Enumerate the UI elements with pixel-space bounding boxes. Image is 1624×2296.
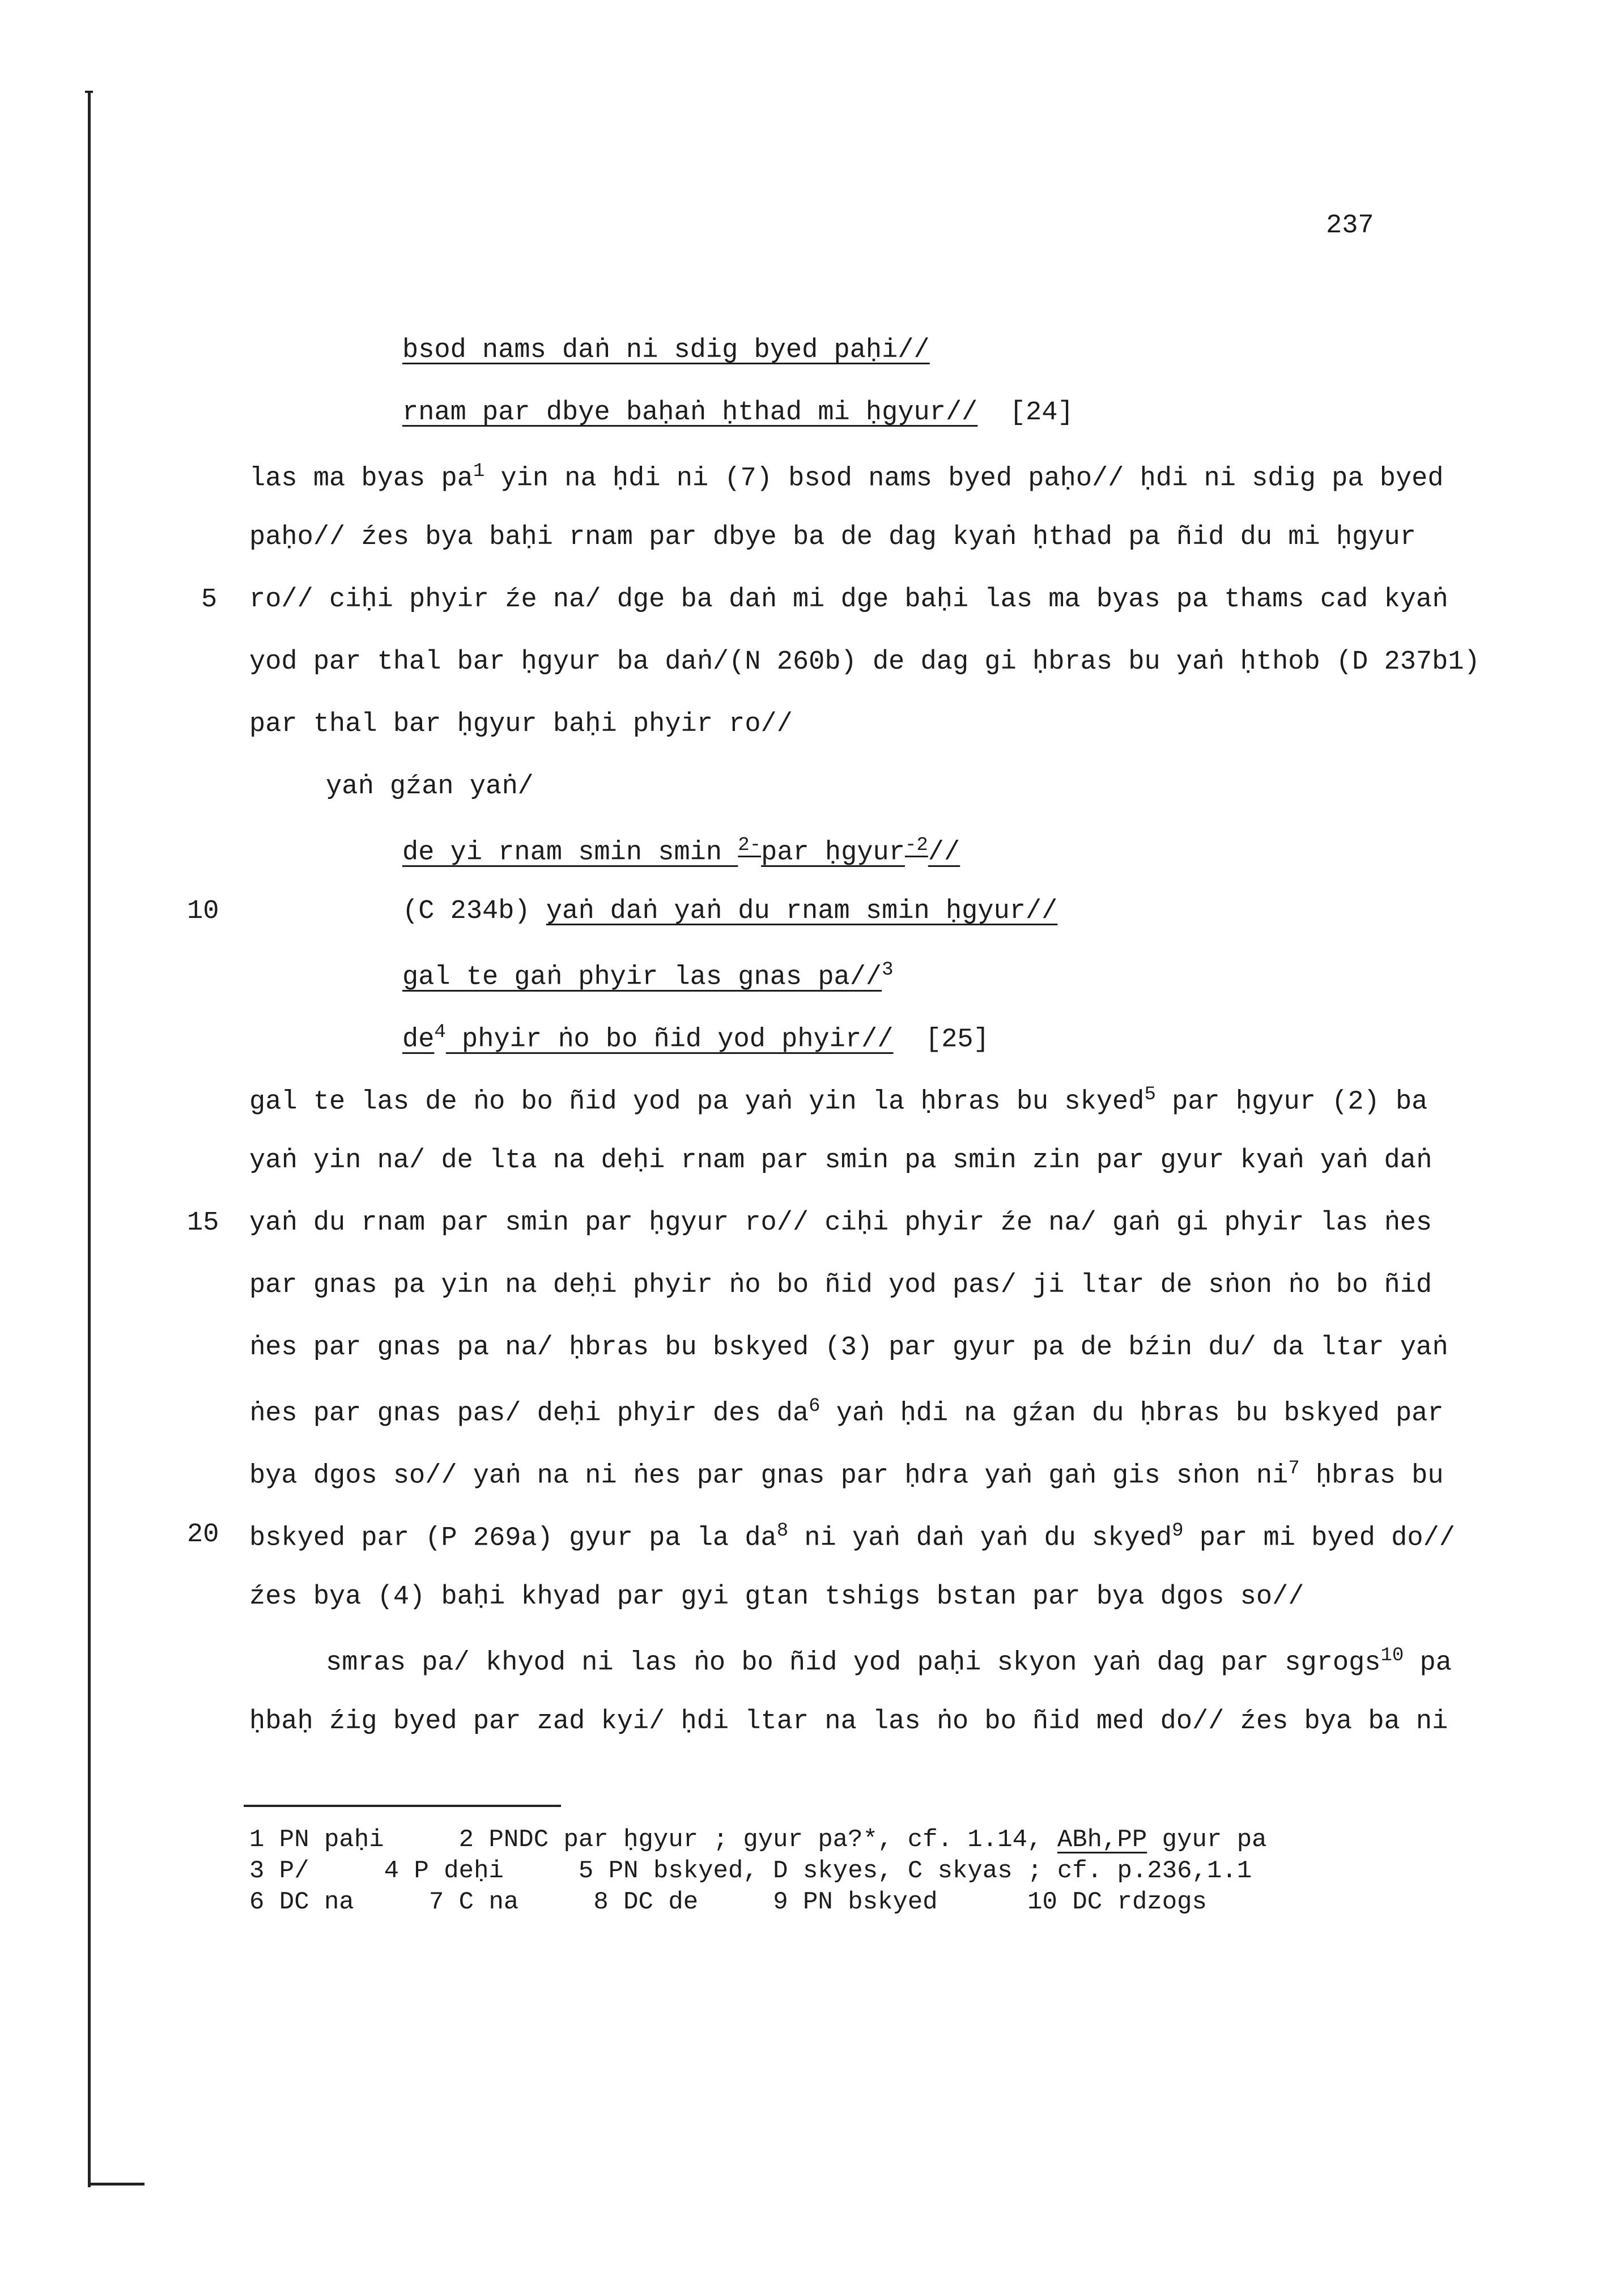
line-number: 10	[187, 896, 219, 926]
prose-line: ro// ciḥi phyir źe na/ dge ba daṅ mi dge baḥi las ma byas pa thams cad kyaṅ	[249, 585, 1448, 615]
prose-line: paḥo// źes bya baḥi rnam par dbye ba de dag kyaṅ ḥthad pa ñid du mi ḥgyur	[249, 522, 1416, 552]
line-number: 5	[201, 585, 218, 615]
text: yin na ḥdi ni (7) bsod nams byed paḥo// ḥdi ni sdig pa byed	[484, 464, 1444, 494]
verse-line	[402, 836, 960, 866]
text: par ḥgyur	[761, 837, 905, 868]
verse-line: rnam par dbye baḥaṅ ḥthad mi ḥgyur//	[402, 398, 978, 428]
line-number: 15	[187, 1208, 219, 1238]
prose-line: yaṅ yin na/ de lta na deḥi rnam par smin pa smin zin par gyur kyaṅ yaṅ daṅ	[249, 1146, 1432, 1176]
verse-line-row	[402, 399, 1074, 426]
text: gal te las de ṅo bo ñid yod pa yaṅ yin la ḥbras bu skyed	[249, 1087, 1145, 1117]
prose-line: źes bya (4) baḥi khyad par gyi gtan tshigs bstan par bya dgos so//	[249, 1582, 1304, 1612]
prose-line: yod par thal bar ḥgyur ba daṅ/(N 260b) de dag gi ḥbras bu yaṅ ḥthob (D 237b1)	[249, 647, 1480, 677]
footnote-ref: 4	[434, 1022, 446, 1043]
footnote-spacer	[384, 1826, 459, 1854]
verse-line	[402, 1023, 989, 1053]
footnote: 1 PN paḥi	[249, 1826, 384, 1854]
footnote: 5 PN bskyed, D skyes, C skyas ; cf. p.236,1.1	[578, 1857, 1252, 1885]
footnote-rule	[244, 1805, 561, 1807]
footnote-ref: 5	[1144, 1084, 1156, 1106]
footnote-ref: 10	[1380, 1645, 1404, 1666]
footnote: ABh,PP	[1057, 1826, 1147, 1854]
footnote-spacer	[698, 1888, 773, 1916]
footnote: 2 PNDC par ḥgyur ; gyur pa?*, cf. 1.14,	[458, 1826, 1057, 1854]
prose-line: par gnas pa yin na deḥi phyir ṅo bo ñid yod pas/ ji ltar de sṅon ṅo bo ñid	[249, 1270, 1432, 1300]
prose-line: yaṅ du rnam par smin par ḥgyur ro// ciḥi phyir źe na/ gaṅ gi phyir las ṅes	[249, 1208, 1432, 1238]
line-number: 20	[187, 1520, 219, 1550]
text: par ḥgyur (2) ba	[1155, 1087, 1428, 1117]
margin-rule-foot	[88, 2183, 144, 2186]
footnote-row	[249, 1890, 1207, 1915]
text: de yi rnam smin smin	[402, 837, 738, 868]
prose-line: ḥbaḥ źig byed par zad kyi/ ḥdi ltar na las ṅo bo ñid med do// źes bya ba ni	[249, 1707, 1448, 1737]
footnote-ref: 2-	[738, 835, 762, 856]
footnote: 7 C na	[428, 1888, 519, 1916]
prose-line	[249, 1397, 1444, 1427]
text: las ma byas pa	[249, 464, 473, 494]
text: //	[928, 837, 960, 868]
text: bya dgos so// yaṅ na ni ṅes par gnas par ḥdra yaṅ gaṅ gis sṅon ni	[249, 1461, 1289, 1491]
verse-number: [25]	[925, 1024, 989, 1055]
footnote: 9 PN bskyed	[773, 1888, 938, 1916]
footnote-ref: 3	[882, 959, 894, 981]
text: ṅes par gnas pas/ deḥi phyir des da	[249, 1398, 809, 1429]
footnote-ref: 1	[473, 461, 485, 482]
text: yaṅ daṅ yaṅ du rnam smin ḥgyur//	[546, 896, 1058, 926]
text: pa	[1404, 1648, 1452, 1678]
footnote-spacer	[504, 1857, 579, 1885]
footnote-ref: -2	[904, 835, 928, 856]
footnote-row	[249, 1859, 1252, 1883]
text: (C 234b)	[402, 896, 546, 926]
page-number: 237	[1326, 211, 1374, 241]
verse-number: [24]	[1009, 398, 1074, 428]
footnote-ref: 9	[1172, 1520, 1184, 1542]
prose-line	[249, 1459, 1444, 1490]
prose-line: ṅes par gnas pa na/ ḥbras bu bskyed (3) par gyur pa de bźin du/ da ltar yaṅ	[249, 1333, 1448, 1363]
footnote-spacer	[354, 1888, 429, 1916]
prose-line	[326, 1646, 1452, 1677]
margin-rule	[88, 91, 91, 2187]
text: ni yaṅ daṅ yaṅ du skyed	[788, 1523, 1172, 1554]
footnote-spacer	[309, 1857, 384, 1885]
text: smras pa/ khyod ni las ṅo bo ñid yod paḥi skyon yaṅ dag par sgrogs	[326, 1648, 1381, 1678]
footnote-ref: 7	[1288, 1458, 1300, 1479]
prose-line	[249, 462, 1444, 492]
footnote-ref: 6	[809, 1396, 820, 1417]
footnote: 6 DC na	[249, 1888, 354, 1916]
text: gal te gaṅ phyir las gnas pa//	[402, 962, 882, 993]
text: bskyed par (P 269a) gyur pa la da	[249, 1523, 777, 1554]
text: phyir ṅo bo ñid yod phyir//	[445, 1024, 894, 1055]
text: par mi byed do//	[1183, 1523, 1455, 1554]
footnote: 4 P deḥi	[384, 1857, 504, 1885]
prose-line	[249, 1521, 1455, 1552]
footnote: gyur pa	[1147, 1826, 1267, 1854]
footnote-spacer	[518, 1888, 593, 1916]
text: yaṅ ḥdi na gźan du ḥbras bu bskyed par	[820, 1398, 1444, 1429]
footnote-spacer	[938, 1888, 1027, 1916]
footnote-ref: 8	[776, 1520, 789, 1542]
verse-spacer	[894, 1025, 925, 1055]
intro-line: yaṅ gźan yaṅ/	[326, 772, 534, 802]
footnote-row	[249, 1827, 1267, 1852]
verse-line: bsod nams daṅ ni sdig byed paḥi//	[402, 335, 930, 365]
verse-line	[402, 960, 894, 991]
footnote: 10 DC rdzogs	[1027, 1888, 1207, 1916]
footnote: 8 DC de	[593, 1888, 699, 1916]
footnote: 3 P/	[249, 1857, 309, 1885]
text: de	[402, 1024, 435, 1055]
prose-line: par thal bar ḥgyur baḥi phyir ro//	[249, 709, 793, 739]
prose-line	[249, 1085, 1427, 1116]
text: ḥbras bu	[1299, 1461, 1444, 1491]
margin-rule-top-tick	[85, 91, 93, 93]
verse-line	[402, 898, 1057, 925]
verse-spacer	[977, 398, 1009, 428]
